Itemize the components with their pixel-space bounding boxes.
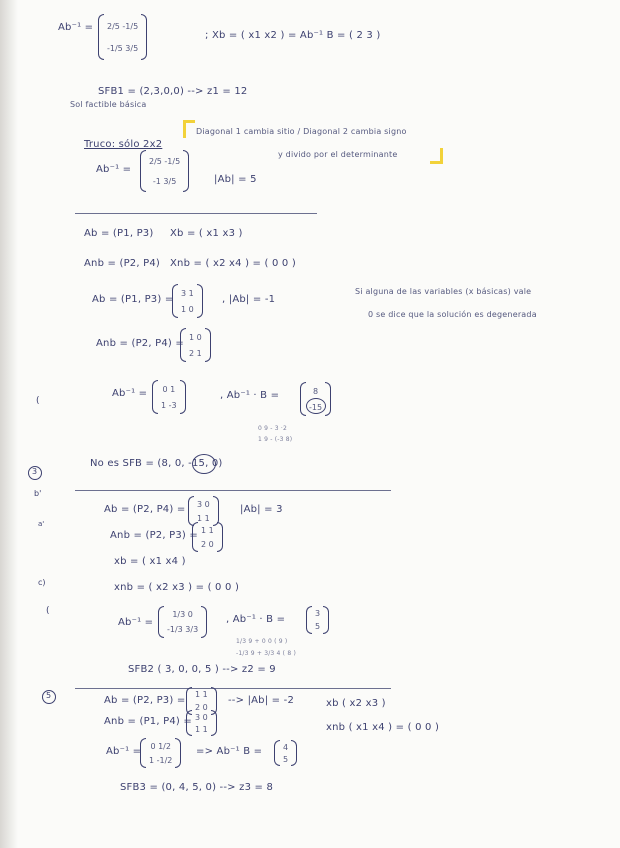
s3-abinv: Ab⁻¹ = — [118, 617, 154, 628]
s3-ab-det: |Ab| = 3 — [240, 504, 283, 515]
s4-b-matrix — [274, 740, 297, 766]
truco-matrix — [140, 150, 189, 192]
s4-b-row1: 4 — [283, 742, 289, 752]
highlight-bracket-bottom — [430, 161, 443, 164]
s3-ab-row2: 1 1 — [197, 513, 210, 523]
s3-abinv-row1: 1/3 0 — [172, 610, 193, 619]
truco-row1: 2/5 -1/5 — [149, 156, 181, 166]
truco-row2: -1 3/5 — [152, 176, 177, 186]
s4-xb: xb ( x2 x3 ) — [326, 698, 386, 709]
s3-xb: xb = ( x1 x4 ) — [114, 556, 186, 567]
s2-anb2: Anb = (P2, P4) = — [96, 338, 184, 349]
s2-calc-1: 0 9 - 3 ·2 — [258, 425, 287, 432]
s3-abinv-b: , Ab⁻¹ · B = — [226, 614, 286, 625]
s3-calc-1: 1/3 9 + 0 0 ( 9 ) — [236, 638, 288, 645]
s4-abinv-b: => Ab⁻¹ B = — [196, 746, 263, 757]
divider-2 — [75, 490, 391, 491]
s3-xnb: xnb = ( x2 x3 ) = ( 0 0 ) — [114, 582, 240, 593]
s4-xnb: xnb ( x1 x4 ) = ( 0 0 ) — [326, 722, 440, 733]
truco-det: |Ab| = 5 — [214, 174, 257, 185]
s2-b-row2: -15 — [309, 402, 323, 412]
s3-sfb: SFB2 ( 3, 0, 0, 5 ) --> z2 = 9 — [128, 664, 276, 675]
margin-a-prime: a' — [38, 520, 45, 528]
s4-anb: Anb = (P1, P4) = — [104, 716, 192, 727]
s2-ab2-det: , |Ab| = -1 — [222, 294, 276, 305]
s3-ab: Ab = (P2, P4) = — [104, 504, 186, 515]
section-4-number: 5 — [46, 691, 52, 700]
s3-b-matrix — [306, 606, 329, 634]
truco-note-2: y divido por el determinante — [278, 150, 398, 159]
margin-c: c) — [38, 578, 46, 587]
s4-b-row2: 5 — [283, 754, 289, 764]
s4-ab-det: --> |Ab| = -2 — [228, 695, 295, 706]
s4-anb-row1: 3 0 — [195, 712, 208, 722]
s3-anb-matrix — [192, 522, 223, 552]
s2-ab2: Ab = (P1, P3) = — [92, 294, 174, 305]
s4-ab: Ab = (P2, P3) = — [104, 695, 186, 706]
s2-abinv: Ab⁻¹ = — [112, 388, 148, 399]
s2-xb: Xb = ( x1 x3 ) — [170, 228, 243, 239]
s2-abinv-matrix — [152, 380, 186, 414]
s4-sfb: SFB3 = (0, 4, 5, 0) --> z3 = 8 — [120, 782, 274, 793]
s3-abinv-row2: -1/3 3/3 — [167, 625, 199, 634]
s2-anb: Anb = (P2, P4) — [84, 258, 161, 269]
page-edge-shadow — [0, 0, 18, 848]
s2-abinv-row1: 0 1 — [162, 384, 176, 394]
s2-abinv-row2: 1 -3 — [161, 400, 177, 410]
truco-note-1: Diagonal 1 cambia sitio / Diagonal 2 cambia signo — [196, 127, 407, 136]
s4-abinv: Ab⁻¹ = — [106, 746, 142, 757]
s2-abinv-b: , Ab⁻¹ · B = — [220, 390, 280, 401]
circled-crossed-value — [192, 454, 216, 474]
s2-no-sfb: No es SFB = (8, 0, -15, 0) — [90, 458, 223, 469]
xb-equation: ; Xb = ( x1 x2 ) = Ab⁻¹ B = ( 2 3 ) — [205, 30, 381, 41]
s3-abinv-matrix — [158, 606, 207, 638]
s2-ab: Ab = (P1, P3) — [84, 228, 154, 239]
divider-3 — [75, 688, 391, 689]
s2-anb2-row1: 1 0 — [189, 332, 202, 342]
s4-ab-row2: 2 0 — [195, 703, 208, 712]
divider-1 — [75, 213, 317, 214]
sfb1-subtitle: Sol factible básica — [70, 100, 147, 109]
circled-negative — [306, 398, 326, 414]
margin-paren-2: ( — [46, 606, 50, 616]
s4-abinv-row2: 1 -1/2 — [149, 755, 173, 765]
s4-abinv-matrix — [140, 738, 181, 768]
margin-paren-1: ( — [36, 396, 40, 406]
s2-note-1: Si alguna de las variables (x básicas) vale — [355, 287, 532, 296]
section-3-number: 3 — [32, 467, 38, 476]
s3-ab-row1: 3 0 — [197, 499, 210, 509]
s3-calc-2: -1/3 9 + 3/3 4 ( 8 ) — [236, 650, 296, 657]
highlight-bracket-top — [183, 120, 195, 123]
sfb1-line: SFB1 = (2,3,0,0) --> z1 = 12 — [98, 86, 248, 97]
s2-calc-2: 1 9 - (-3 8) — [258, 436, 293, 443]
s3-b-row2: 5 — [315, 622, 321, 631]
ab-inv-row2: -1/5 3/5 — [107, 43, 139, 53]
ab-inv-row1: 2/5 -1/5 — [107, 21, 139, 31]
s2-ab2-matrix — [172, 284, 203, 318]
truco-abinv-label: Ab⁻¹ = — [96, 164, 132, 175]
s2-anb2-matrix — [180, 328, 211, 362]
s3-b-row1: 3 — [315, 609, 321, 618]
s3-anb-row1: 1 1 — [201, 525, 214, 535]
s2-b-row1: 8 — [312, 386, 319, 396]
s4-ab-row1: 1 1 — [195, 690, 208, 699]
margin-b-prime: b' — [34, 489, 42, 498]
s2-anb2-row2: 2 1 — [189, 348, 202, 358]
s2-xnb: Xnb = ( x2 x4 ) = ( 0 0 ) — [170, 258, 296, 269]
s2-note-2: 0 se dice que la solución es degenerada — [368, 310, 537, 319]
s2-ab2-row1: 3 1 — [181, 288, 194, 298]
s2-ab2-row2: 1 0 — [181, 304, 194, 314]
truco-label: Truco: sólo 2x2 — [84, 139, 163, 150]
s4-anb-row2: 1 1 — [195, 724, 208, 734]
s4-anb-matrix — [186, 710, 217, 736]
s3-anb: Anb = (P2, P3) = — [110, 530, 198, 541]
s4-abinv-row1: 0 1/2 — [150, 741, 171, 751]
s3-anb-row2: 2 0 — [201, 539, 214, 549]
ab-inv-matrix — [98, 14, 147, 60]
ab-inv-label: Ab⁻¹ = — [58, 22, 94, 33]
